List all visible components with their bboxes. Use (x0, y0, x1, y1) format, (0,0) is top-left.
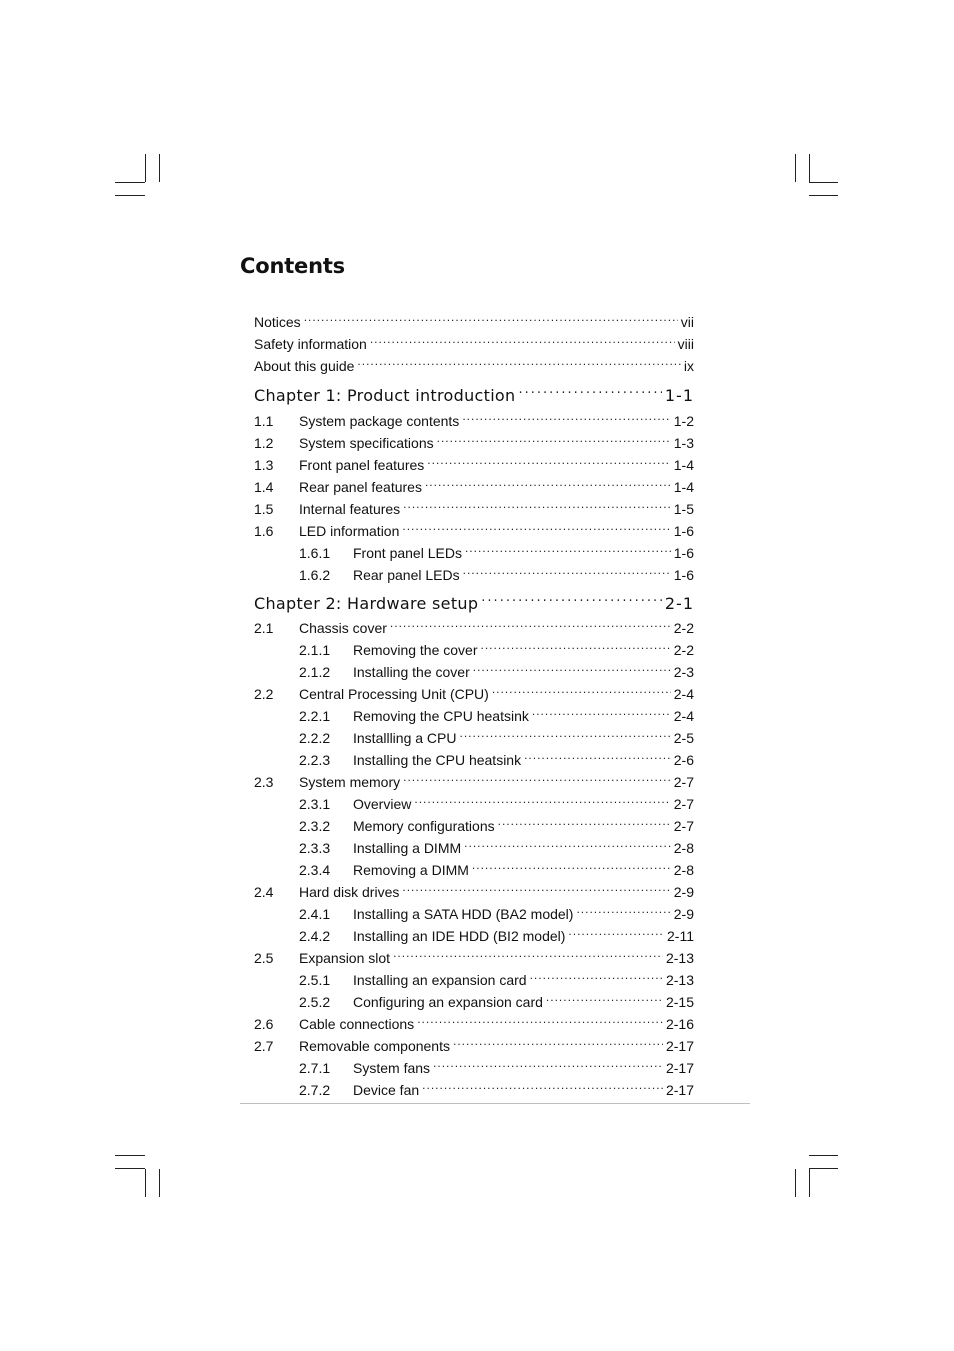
toc-subsection-entry[interactable] (254, 657, 694, 680)
crop-mark (145, 1169, 146, 1197)
entry-page-number: vii (680, 314, 694, 330)
crop-mark (159, 1169, 160, 1197)
entry-number: 2.2.2 (299, 730, 331, 746)
dot-leader (390, 613, 671, 633)
entry-page-number: 2-13 (665, 972, 694, 988)
toc-subsection-entry[interactable] (254, 811, 694, 834)
dot-leader (546, 987, 663, 1007)
entry-number: 2.1.1 (299, 642, 331, 658)
entry-label: Memory configurations (353, 818, 495, 834)
toc-section-entry[interactable] (254, 428, 694, 451)
crop-mark (809, 182, 838, 183)
entry-label: Front panel LEDs (353, 545, 462, 561)
entry-label: Expansion slot (299, 950, 391, 966)
page-title: Contents (240, 254, 345, 278)
crop-mark (115, 182, 145, 183)
entry-number: 2.2.1 (299, 708, 331, 724)
dot-leader (437, 428, 671, 448)
dot-leader (403, 767, 671, 787)
toc-subsection-entry[interactable] (254, 987, 694, 1010)
entry-page-number: 2-7 (673, 796, 694, 812)
toc-section-entry[interactable] (254, 1031, 694, 1054)
dot-leader (465, 538, 671, 558)
entry-label: Internal features (299, 501, 401, 517)
entry-page-number: 2-16 (665, 1016, 694, 1032)
dot-leader (414, 789, 670, 809)
entry-page-number: 2-3 (673, 664, 694, 680)
entry-page-number: 1-4 (673, 479, 694, 495)
entry-number: 2.1 (254, 620, 274, 636)
dot-leader (532, 701, 671, 721)
dot-leader (576, 899, 670, 919)
entry-number: 2.4.1 (299, 906, 331, 922)
entry-number: 1.6.2 (299, 567, 331, 583)
entry-page-number: 1-6 (673, 567, 694, 583)
toc-section-entry[interactable] (254, 877, 694, 900)
dot-leader (304, 307, 678, 327)
entry-label: Installing the CPU heatsink (353, 752, 522, 768)
dot-leader (481, 635, 671, 655)
dot-leader (402, 516, 670, 536)
toc-subsection-entry[interactable] (254, 560, 694, 583)
crop-mark (809, 154, 810, 182)
dot-leader (498, 811, 671, 831)
crop-mark (809, 195, 838, 196)
entry-number: 1.6.1 (299, 545, 331, 561)
entry-label: LED information (299, 523, 400, 539)
entry-page-number: 1-6 (673, 523, 694, 539)
toc-subsection-entry[interactable] (254, 538, 694, 561)
entry-label: System fans (353, 1060, 431, 1076)
entry-label: Removing the CPU heatsink (353, 708, 529, 724)
entry-number: 2.4.2 (299, 928, 331, 944)
dot-leader (427, 450, 670, 470)
entry-number: 1.6 (254, 523, 274, 539)
entry-page-number: 2-11 (667, 928, 694, 944)
entry-label: About this guide (254, 358, 355, 374)
dot-leader (453, 1031, 663, 1051)
entry-page-number: ix (683, 358, 694, 374)
entry-label: Installing an expansion card (353, 972, 527, 988)
toc-front-matter-item[interactable] (254, 329, 694, 352)
entry-page-number: 2-2 (673, 642, 694, 658)
entry-page-number: 2-4 (673, 708, 694, 724)
toc-chapter-heading[interactable] (254, 589, 694, 611)
toc-section-entry[interactable] (254, 943, 694, 966)
crop-mark (159, 154, 160, 182)
entry-page-number: 2-9 (673, 906, 694, 922)
entry-number: 2.2.3 (299, 752, 331, 768)
crop-mark (809, 1168, 838, 1169)
entry-number: 1.1 (254, 413, 274, 429)
entry-page-number: 2-17 (665, 1060, 694, 1076)
toc-section-entry[interactable] (254, 1009, 694, 1032)
dot-leader (393, 943, 663, 963)
toc-subsection-entry[interactable] (254, 899, 694, 922)
entry-label: Rear panel features (299, 479, 422, 495)
toc-section-entry[interactable] (254, 494, 694, 517)
dot-leader (422, 1075, 663, 1095)
dot-leader (357, 351, 680, 371)
entry-page-number: 1-3 (673, 435, 694, 451)
entry-number: 2.3.1 (299, 796, 331, 812)
entry-number: 2.2 (254, 686, 274, 702)
entry-label: Removable components (299, 1038, 450, 1054)
entry-number: 2.5.2 (299, 994, 331, 1010)
entry-label: Chapter 2: Hardware setup (254, 594, 479, 613)
toc-subsection-entry[interactable] (254, 1053, 694, 1076)
entry-number: 2.4 (254, 884, 274, 900)
toc-subsection-entry[interactable] (254, 789, 694, 812)
entry-page-number: 2-7 (673, 774, 694, 790)
entry-number: 2.7.2 (299, 1082, 331, 1098)
toc-front-matter-item[interactable] (254, 307, 694, 330)
dot-leader (568, 921, 664, 941)
entry-page-number: 1-5 (673, 501, 694, 517)
entry-page-number: 2-8 (673, 862, 694, 878)
entry-label: Installing a DIMM (353, 840, 462, 856)
toc-subsection-entry[interactable] (254, 855, 694, 878)
entry-label: Front panel features (299, 457, 425, 473)
entry-label: Chassis cover (299, 620, 387, 636)
crop-mark (115, 1168, 145, 1169)
toc-section-entry[interactable] (254, 767, 694, 790)
entry-number: 1.2 (254, 435, 274, 451)
dot-leader (518, 381, 661, 401)
entry-number: 2.3.3 (299, 840, 331, 856)
entry-number: 2.6 (254, 1016, 274, 1032)
entry-number: 2.3.4 (299, 862, 331, 878)
entry-page-number: 1-1 (664, 386, 694, 405)
entry-label: Installing the cover (353, 664, 470, 680)
toc-section-entry[interactable] (254, 516, 694, 539)
toc-subsection-entry[interactable] (254, 745, 694, 768)
toc-subsection-entry[interactable] (254, 965, 694, 988)
entry-label: Cable connections (299, 1016, 415, 1032)
crop-mark (115, 195, 145, 196)
entry-page-number: viii (677, 336, 694, 352)
entry-page-number: 2-9 (673, 884, 694, 900)
toc-section-entry[interactable] (254, 613, 694, 636)
entry-label: Removing the cover (353, 642, 478, 658)
dot-leader (433, 1053, 663, 1073)
crop-mark (115, 1155, 145, 1156)
entry-page-number: 1-2 (673, 413, 694, 429)
dot-leader (462, 406, 670, 426)
dot-leader (425, 472, 671, 492)
entry-label: Configuring an expansion card (353, 994, 543, 1010)
dot-leader (492, 679, 671, 699)
dot-leader (530, 965, 663, 985)
entry-label: Notices (254, 314, 301, 330)
crop-mark (145, 154, 146, 182)
entry-page-number: 2-15 (665, 994, 694, 1010)
entry-page-number: 2-7 (673, 818, 694, 834)
entry-page-number: 2-8 (673, 840, 694, 856)
entry-label: Rear panel LEDs (353, 567, 460, 583)
dot-leader (524, 745, 671, 765)
dot-leader (460, 723, 671, 743)
entry-label: Removing a DIMM (353, 862, 469, 878)
crop-mark (795, 154, 796, 182)
entry-number: 2.5 (254, 950, 274, 966)
entry-label: Installing an IDE HDD (BI2 model) (353, 928, 566, 944)
entry-label: System specifications (299, 435, 434, 451)
entry-label: System package contents (299, 413, 460, 429)
toc-section-entry[interactable] (254, 472, 694, 495)
dot-leader (464, 833, 671, 853)
crop-mark (809, 1155, 838, 1156)
footer-divider (240, 1103, 750, 1104)
entry-page-number: 2-13 (665, 950, 694, 966)
entry-number: 2.1.2 (299, 664, 331, 680)
entry-page-number: 2-1 (664, 594, 694, 613)
entry-page-number: 2-4 (673, 686, 694, 702)
dot-leader (463, 560, 671, 580)
crop-mark (809, 1169, 810, 1197)
toc-section-entry[interactable] (254, 679, 694, 702)
entry-label: Chapter 1: Product introduction (254, 386, 516, 405)
entry-label: Hard disk drives (299, 884, 400, 900)
toc-subsection-entry[interactable] (254, 723, 694, 746)
dot-leader (403, 494, 671, 514)
toc-section-entry[interactable] (254, 450, 694, 473)
dot-leader (402, 877, 670, 897)
entry-number: 2.5.1 (299, 972, 331, 988)
toc-section-entry[interactable] (254, 406, 694, 429)
entry-number: 1.5 (254, 501, 274, 517)
toc-chapter-heading[interactable] (254, 381, 694, 403)
entry-number: 1.3 (254, 457, 274, 473)
dot-leader (370, 329, 675, 349)
entry-page-number: 2-17 (665, 1038, 694, 1054)
toc-subsection-entry[interactable] (254, 635, 694, 658)
toc-subsection-entry[interactable] (254, 1075, 694, 1098)
toc-subsection-entry[interactable] (254, 921, 694, 944)
entry-page-number: 2-17 (665, 1082, 694, 1098)
dot-leader (417, 1009, 663, 1029)
dot-leader (472, 855, 671, 875)
crop-mark (795, 1169, 796, 1197)
entry-number: 2.7.1 (299, 1060, 331, 1076)
entry-label: Installling a CPU (353, 730, 457, 746)
entry-label: System memory (299, 774, 401, 790)
entry-label: Device fan (353, 1082, 420, 1098)
entry-label: Central Processing Unit (CPU) (299, 686, 489, 702)
entry-label: Overview (353, 796, 412, 812)
toc-subsection-entry[interactable] (254, 833, 694, 856)
dot-leader (473, 657, 671, 677)
dot-leader (481, 589, 662, 609)
entry-page-number: 2-6 (673, 752, 694, 768)
entry-page-number: 2-5 (673, 730, 694, 746)
entry-page-number: 1-6 (673, 545, 694, 561)
entry-number: 2.7 (254, 1038, 274, 1054)
entry-page-number: 2-2 (673, 620, 694, 636)
entry-label: Safety information (254, 336, 367, 352)
entry-page-number: 1-4 (673, 457, 694, 473)
entry-number: 1.4 (254, 479, 274, 495)
entry-number: 2.3 (254, 774, 274, 790)
toc-subsection-entry[interactable] (254, 701, 694, 724)
entry-number: 2.3.2 (299, 818, 331, 834)
entry-label: Installing a SATA HDD (BA2 model) (353, 906, 574, 922)
toc-front-matter-item[interactable] (254, 351, 694, 374)
